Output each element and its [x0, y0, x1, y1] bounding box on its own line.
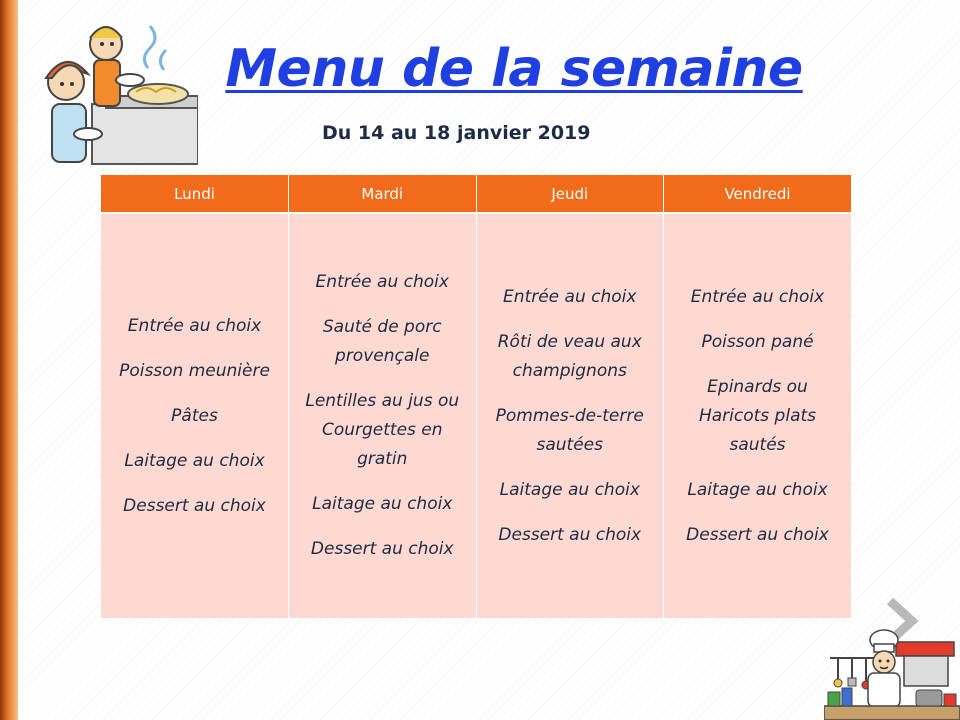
dish-item: Pommes-de-terre sautées [495, 405, 644, 455]
side-stripe [0, 0, 18, 720]
children-meal-clipart-icon [36, 8, 198, 166]
day-header-vendredi: Vendredi [664, 175, 852, 213]
dish-item: Laitage au choix [312, 494, 453, 514]
dish-item: Lentilles au jus ou Courgettes en gratin [305, 391, 460, 469]
dish-item: Dessert au choix [123, 495, 266, 516]
dish-item: Laitage au choix [499, 479, 640, 500]
dish-item: Dessert au choix [498, 524, 642, 545]
dish-item: Poisson meunière [119, 360, 270, 381]
date-range: Du 14 au 18 janvier 2019 [322, 122, 591, 144]
dish-item: Entrée au choix [127, 315, 262, 336]
table-header-row [101, 175, 851, 213]
dish-item: Laitage au choix [124, 450, 265, 471]
menu-cell-vendredi [664, 213, 852, 618]
table-row [101, 213, 851, 618]
dish-item: Pâtes [171, 405, 218, 426]
day-header-mardi: Mardi [289, 175, 477, 213]
day-header-jeudi: Jeudi [476, 175, 664, 213]
dish-item: Laitage au choix [687, 479, 828, 500]
weekly-menu-table [101, 175, 851, 618]
dish-item: Rôti de veau aux champignons [497, 331, 642, 381]
dish-item: Entrée au choix [690, 286, 825, 307]
dish-item: Dessert au choix [686, 524, 829, 545]
dish-item: Entrée au choix [315, 272, 449, 292]
chef-kitchen-clipart-icon [824, 628, 960, 720]
menu-cell-lundi [101, 213, 289, 618]
page-title: Menu de la semaine [225, 39, 803, 99]
dish-item: Epinards ou Haricots plats sautés [698, 376, 817, 455]
day-header-lundi: Lundi [101, 175, 289, 213]
menu-cell-mardi [289, 213, 477, 618]
dish-item: Poisson pané [701, 331, 814, 352]
dish-item: Dessert au choix [310, 539, 454, 559]
dish-item: Sauté de porc provençale [322, 317, 442, 366]
dish-item: Entrée au choix [503, 286, 637, 307]
menu-cell-jeudi [476, 213, 664, 618]
